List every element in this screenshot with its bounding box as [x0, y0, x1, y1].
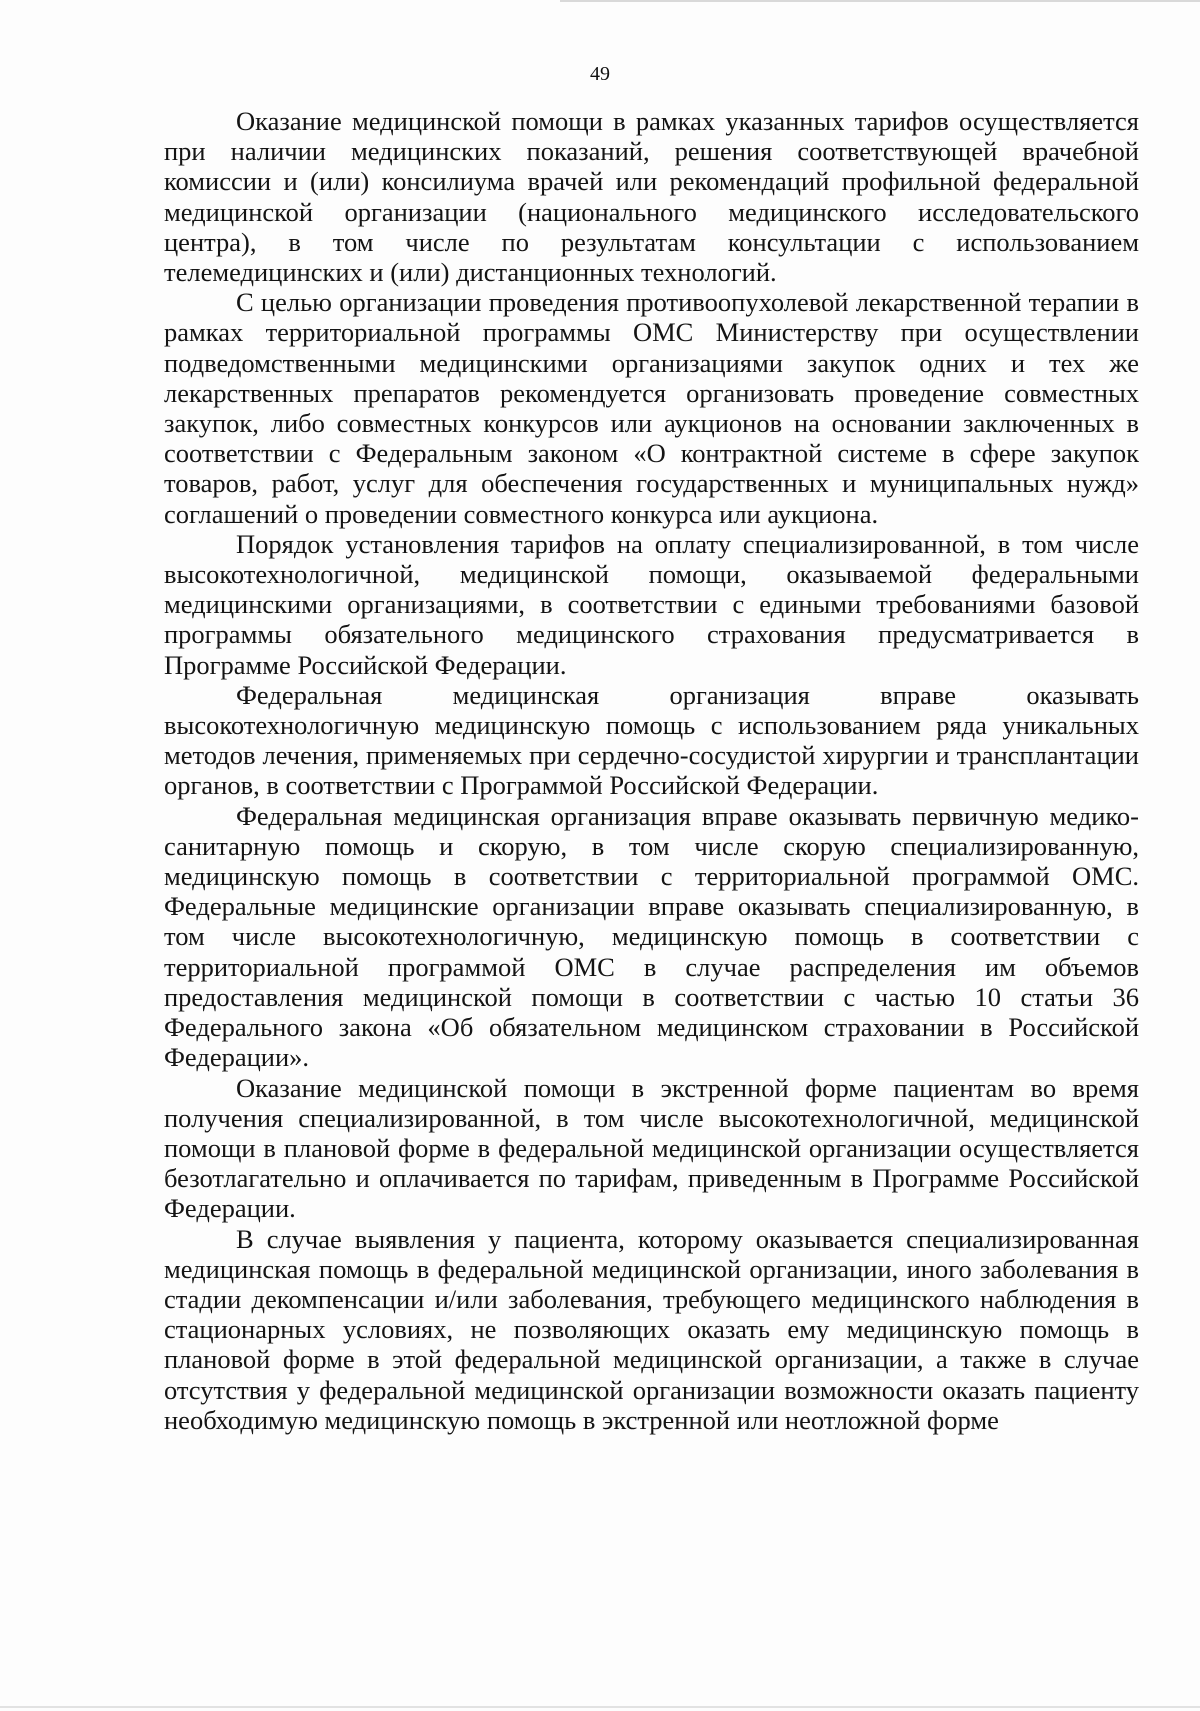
paragraph-3: Порядок установления тарифов на оплату специализированной, в том числе высокотехнологичной, медицинской помощи, оказываемой федеральными медицинскими организациями, в соответствии с едиными требованиями базовой программы обязательного медицинского страхования предусматривается в Программе Российской Федерации. — [164, 528, 1139, 680]
page-number: 49 — [590, 63, 610, 85]
document-body — [164, 106, 1139, 1435]
paragraph-1: Оказание медицинской помощи в рамках указанных тарифов осуществляется при наличии медицинских показаний, решения соответствующей врачебной комиссии и (или) консилиума врачей или рекомендаций профильной федеральной медицинской организации (национального медицинского исследовательского центра), в том числе по результатам консультации с использованием телемедицинских и (или) дистанционных технологий. — [164, 106, 1139, 288]
paragraph-5: Федеральная медицинская организация вправе оказывать первичную медико-санитарную помощь и скорую, в том числе скорую специализированную, медицинскую помощь в соответствии с территориальной программой ОМС. Федеральные медицинские организации вправе оказывать специализированную, в том числе высокотехнологичную, медицинскую помощь в соответствии с территориальной программой ОМС в случае распределения им объемов предоставления медицинской помощи в соответствии с частью 10 статьи 36 Федерального закона «Об обязательном медицинском страховании в Российской Федерации». — [164, 800, 1139, 1073]
scan-edge-bottom — [0, 1706, 1200, 1708]
paragraph-6: Оказание медицинской помощи в экстренной форме пациентам во время получения специализированной, в том числе высокотехнологичной, медицинской помощи в плановой форме в федеральной медицинской организации осуществляется безотлагательно и оплачивается по тарифам, приведенным в Программе Российской Федерации. — [164, 1072, 1139, 1224]
paragraph-7: В случае выявления у пациента, которому оказывается специализированная медицинская помощь в федеральной медицинской организации, иного заболевания в стадии декомпенсации и/или заболевания, требующего медицинского наблюдения в стационарных условиях, не позволяющих оказать ему медицинскую помощь в плановой форме в этой федеральной медицинской организации, а также в случае отсутствия у федеральной медицинской организации возможности оказать пациенту необходимую медицинскую помощь в экстренной или неотложной форме — [164, 1223, 1139, 1435]
paragraph-4: Федеральная медицинская организация вправе оказывать высокотехнологичную медицинскую помощь с использованием ряда уникальных методов лечения, применяемых при сердечно-сосудистой хирургии и трансплантации органов, в соответствии с Программой Российской Федерации. — [164, 679, 1139, 801]
paragraph-2: С целью организации проведения противоопухолевой лекарственной терапии в рамках территориальной программы ОМС Министерству при осуществлении подведомственными медицинскими организациями закупок одних и тех же лекарственных препаратов рекомендуется организовать проведение совместных закупок, либо совместных конкурсов или аукционов на основании заключенных в соответствии с Федеральным законом «О контрактной системе в сфере закупок товаров, работ, услуг для обеспечения государственных и муниципальных нужд» соглашений о проведении совместного конкурса или аукциона. — [164, 287, 1139, 529]
scan-edge-top — [560, 0, 1200, 2]
